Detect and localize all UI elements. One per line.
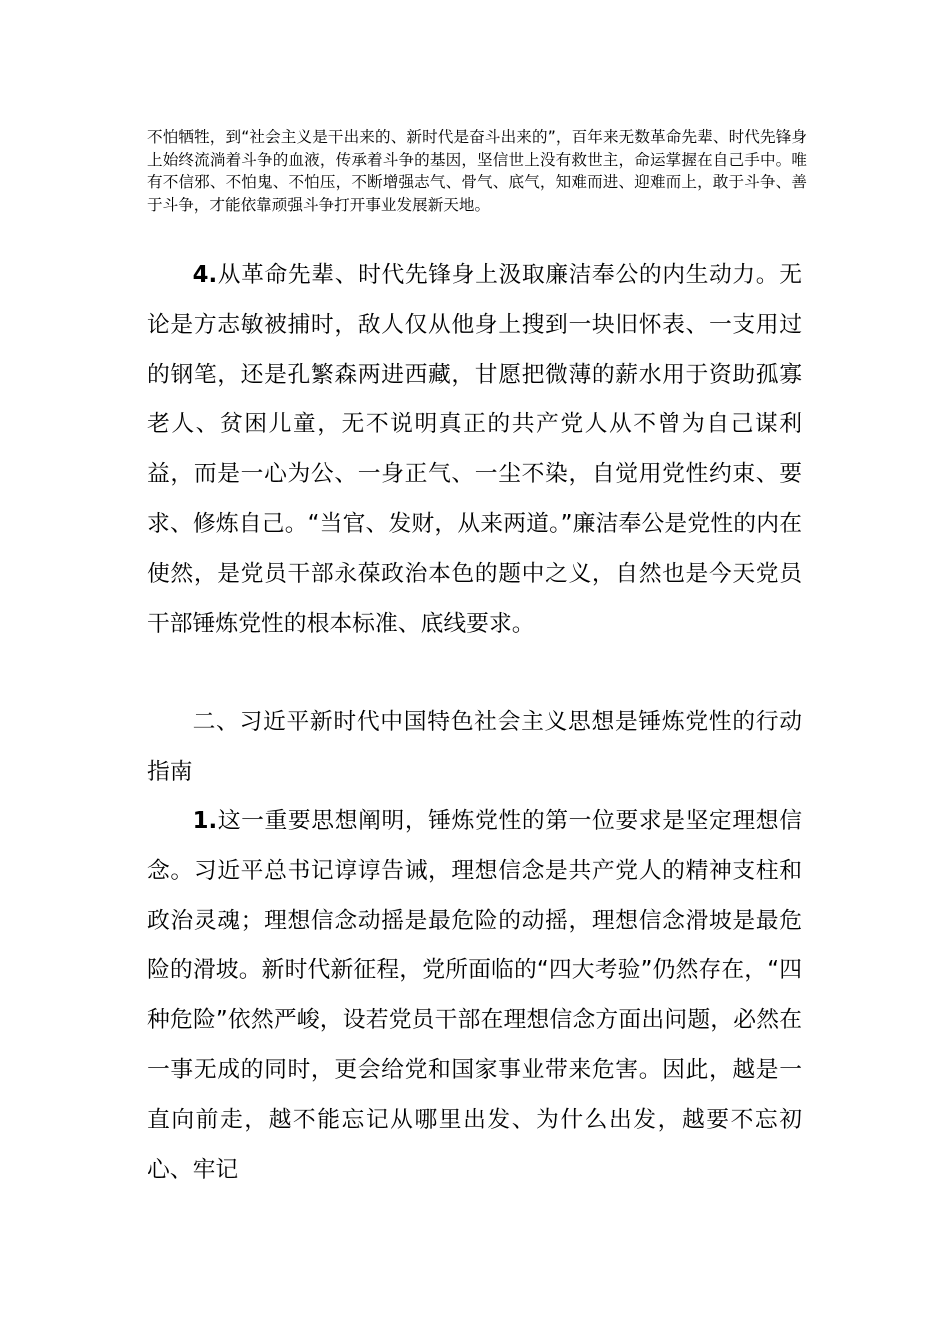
point-1-text: 这一重要思想阐明，锤炼党性的第一位要求是坚定理想信念。习近平总书记谆谆告诫，理想信念是共产党人的精神支柱和政治灵魂；理想信念动摇是最危险的动摇，理想信念滑坡是最危险的滑坡。新时代新征程，党所面临的“四大考验”仍然存在，“四种危险”依然严峻，设若党员干部在理想信念方面出问题，必然在一事无成的同时，更会给党和国家事业带来危害。因此，越是一直向前走，越不能忘记从哪里出发、为什么出发，越要不忘初心、牢记 xyxy=(147,808,802,1183)
point-1-paragraph xyxy=(147,797,802,1195)
point-4-paragraph xyxy=(147,251,802,649)
point-4-number: 4. xyxy=(192,262,218,288)
point-4-text: 从革命先辈、时代先锋身上汲取廉洁奉公的内生动力。无论是方志敏被捕时，敌人仅从他身上搜到一块旧怀表、一支用过的钢笔，还是孔繁森两进西藏，甘愿把微薄的薪水用于资助孤寡老人、贫困儿童，无不说明真正的共产党人从不曾为自己谋利益，而是一心为公、一身正气、一尘不染，自觉用党性约束、要求、修炼自己。“当官、发财，从来两道。”廉洁奉公是党性的内在使然，是党员干部永葆政治本色的题中之义，自然也是今天党员干部锤炼党性的根本标准、底线要求。 xyxy=(147,262,802,637)
point-1-number: 1. xyxy=(192,808,218,834)
intro-paragraph: 不怕牺牲，到“社会主义是干出来的、新时代是奋斗出来的”，百年来无数革命先辈、时代先锋身上始终流淌着斗争的血液，传承着斗争的基因，坚信世上没有救世主，命运掌握在自己手中。唯有不信邪、不怕鬼、不怕压，不断增强志气、骨气、底气，知难而进、迎难而上，敢于斗争、善于斗争，才能依靠顽强斗争打开事业发展新天地。 xyxy=(147,128,807,214)
section-2-heading: 二、习近平新时代中国特色社会主义思想是锤炼党性的行动指南 xyxy=(147,709,802,785)
